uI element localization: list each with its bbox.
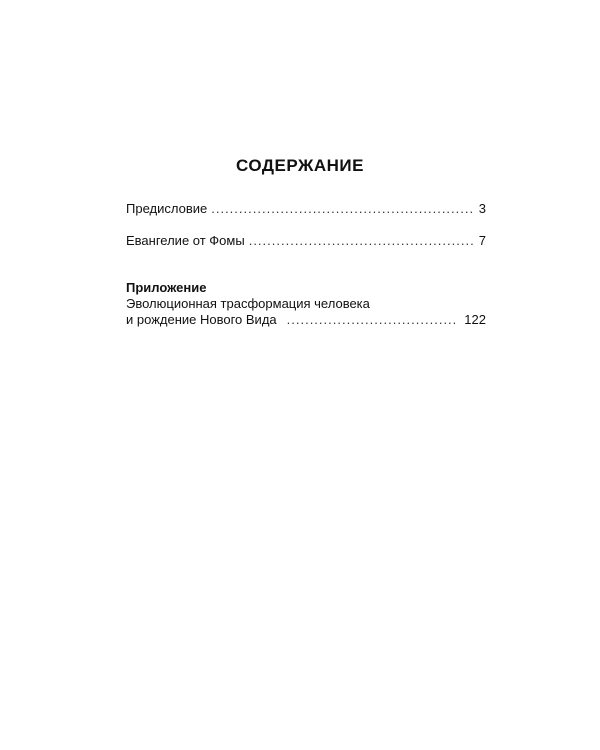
dot-leader	[211, 201, 475, 217]
appendix-heading: Приложение	[126, 280, 207, 295]
appendix-title-line-2: и рождение Нового Вида	[126, 312, 277, 327]
appendix-title-line-1: Эволюционная трасформация человека	[126, 296, 370, 311]
toc-entry-page: 3	[478, 201, 486, 216]
toc-entry-gospel-of-thomas	[126, 233, 486, 249]
toc-entry-page: 7	[478, 233, 486, 248]
toc-entry-preface	[126, 201, 486, 217]
page-title: СОДЕРЖАНИЕ	[236, 156, 364, 175]
toc-entry-page: 122	[464, 312, 486, 327]
dot-leader	[287, 312, 457, 328]
dot-leader	[249, 233, 475, 249]
toc-entry-label: Евангелие от Фомы	[126, 233, 245, 248]
toc-entry-appendix	[126, 312, 486, 328]
toc-entry-label: Предисловие	[126, 201, 208, 216]
